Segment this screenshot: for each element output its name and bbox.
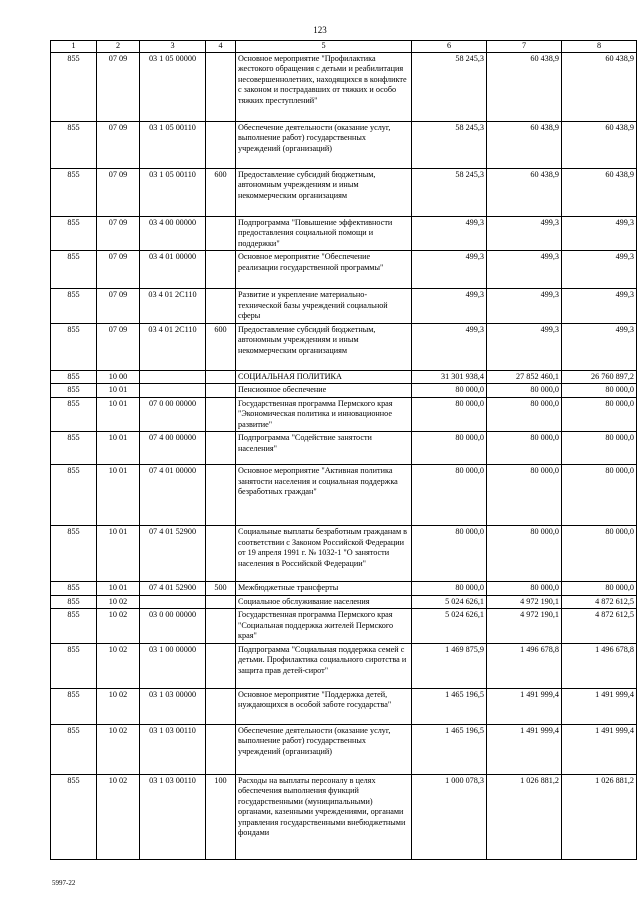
cell-expense-type <box>206 121 236 168</box>
cell-admin-code: 855 <box>51 251 97 289</box>
cell-section-code: 10 02 <box>97 595 140 609</box>
cell-expense-type <box>206 216 236 251</box>
table-row <box>51 688 637 724</box>
table-body <box>51 41 637 860</box>
cell-amount-2: 1 491 999,4 <box>487 724 562 774</box>
table-row <box>51 251 637 289</box>
cell-amount-3: 499,3 <box>562 323 637 370</box>
cell-amount-3: 60 438,9 <box>562 52 637 121</box>
table-row <box>51 216 637 251</box>
column-number: 8 <box>562 41 637 53</box>
cell-admin-code: 855 <box>51 688 97 724</box>
cell-amount-2: 1 491 999,4 <box>487 688 562 724</box>
cell-amount-2: 60 438,9 <box>487 121 562 168</box>
cell-admin-code: 855 <box>51 168 97 216</box>
cell-amount-3: 60 438,9 <box>562 168 637 216</box>
cell-amount-3: 1 491 999,4 <box>562 688 637 724</box>
cell-target-code: 03 1 03 00110 <box>140 774 206 859</box>
cell-amount-1: 499,3 <box>412 323 487 370</box>
cell-expense-type <box>206 724 236 774</box>
cell-amount-1: 58 245,3 <box>412 121 487 168</box>
cell-target-code: 03 1 03 00000 <box>140 688 206 724</box>
cell-amount-3: 499,3 <box>562 251 637 289</box>
cell-target-code <box>140 595 206 609</box>
cell-expense-type: 600 <box>206 168 236 216</box>
cell-expense-type: 100 <box>206 774 236 859</box>
cell-section-code: 07 09 <box>97 289 140 324</box>
cell-expense-type <box>206 251 236 289</box>
cell-section-code: 10 01 <box>97 397 140 432</box>
cell-expense-type <box>206 526 236 582</box>
budget-table <box>50 40 637 860</box>
cell-name: Предоставление субсидий бюджетным, автономным учреждениям и иным некоммерческим организациям <box>236 168 412 216</box>
table-row <box>51 724 637 774</box>
table-row <box>51 52 637 121</box>
cell-amount-3: 80 000,0 <box>562 397 637 432</box>
cell-admin-code: 855 <box>51 609 97 644</box>
cell-section-code: 10 01 <box>97 432 140 465</box>
cell-expense-type <box>206 432 236 465</box>
cell-section-code: 07 09 <box>97 121 140 168</box>
cell-amount-1: 31 301 938,4 <box>412 370 487 384</box>
cell-admin-code: 855 <box>51 465 97 526</box>
cell-amount-2: 499,3 <box>487 323 562 370</box>
column-number-row <box>51 41 637 53</box>
cell-admin-code: 855 <box>51 774 97 859</box>
cell-name: Подпрограмма "Повышение эффективности предоставления социальной помощи и поддержки" <box>236 216 412 251</box>
cell-amount-1: 80 000,0 <box>412 582 487 596</box>
cell-amount-1: 499,3 <box>412 289 487 324</box>
cell-name: Основное мероприятие "Профилактика жестокого обращения с детьми и реабилитация несовершеннолетних, находящихся в конфликте с законом и пострадавших от тяжких и особо тяжких преступлений" <box>236 52 412 121</box>
cell-amount-2: 80 000,0 <box>487 582 562 596</box>
cell-amount-1: 80 000,0 <box>412 397 487 432</box>
cell-section-code: 10 01 <box>97 582 140 596</box>
table-row <box>51 432 637 465</box>
cell-name: Подпрограмма "Социальная поддержка семей с детьми. Профилактика социального сиротства и защита прав детей-сирот" <box>236 643 412 688</box>
column-number: 5 <box>236 41 412 53</box>
cell-name: Социальное обслуживание населения <box>236 595 412 609</box>
cell-amount-3: 80 000,0 <box>562 526 637 582</box>
cell-expense-type <box>206 609 236 644</box>
cell-amount-1: 5 024 626,1 <box>412 595 487 609</box>
cell-section-code: 10 02 <box>97 643 140 688</box>
cell-admin-code: 855 <box>51 724 97 774</box>
cell-name: Государственная программа Пермского края "Социальная поддержка жителей Пермского края" <box>236 609 412 644</box>
cell-amount-2: 80 000,0 <box>487 397 562 432</box>
cell-expense-type <box>206 397 236 432</box>
cell-name: Социальные выплаты безработным гражданам в соответствии с Законом Российской Федерации от 19 апреля 1991 г. № 1032-1 "О занятости населения в Российской Федерации" <box>236 526 412 582</box>
cell-amount-3: 1 496 678,8 <box>562 643 637 688</box>
cell-admin-code: 855 <box>51 216 97 251</box>
table-row <box>51 121 637 168</box>
cell-amount-1: 80 000,0 <box>412 432 487 465</box>
cell-amount-3: 60 438,9 <box>562 121 637 168</box>
cell-target-code: 03 1 05 00110 <box>140 121 206 168</box>
cell-target-code <box>140 384 206 398</box>
cell-target-code: 07 4 01 52900 <box>140 526 206 582</box>
cell-amount-1: 80 000,0 <box>412 384 487 398</box>
cell-amount-2: 499,3 <box>487 216 562 251</box>
cell-amount-2: 4 972 190,1 <box>487 595 562 609</box>
cell-admin-code: 855 <box>51 289 97 324</box>
cell-section-code: 07 09 <box>97 168 140 216</box>
cell-admin-code: 855 <box>51 526 97 582</box>
table-row <box>51 289 637 324</box>
column-number: 3 <box>140 41 206 53</box>
cell-expense-type <box>206 52 236 121</box>
cell-amount-1: 499,3 <box>412 251 487 289</box>
cell-expense-type <box>206 289 236 324</box>
cell-name: Предоставление субсидий бюджетным, автономным учреждениям и иным некоммерческим организациям <box>236 323 412 370</box>
cell-amount-1: 80 000,0 <box>412 526 487 582</box>
cell-expense-type <box>206 643 236 688</box>
table-row <box>51 384 637 398</box>
cell-admin-code: 855 <box>51 432 97 465</box>
cell-amount-3: 80 000,0 <box>562 582 637 596</box>
column-number: 7 <box>487 41 562 53</box>
cell-amount-2: 1 496 678,8 <box>487 643 562 688</box>
cell-expense-type <box>206 465 236 526</box>
cell-amount-1: 1 469 875,9 <box>412 643 487 688</box>
cell-admin-code: 855 <box>51 121 97 168</box>
cell-target-code: 03 1 05 00110 <box>140 168 206 216</box>
cell-admin-code: 855 <box>51 595 97 609</box>
cell-expense-type <box>206 384 236 398</box>
table-row <box>51 609 637 644</box>
table-row <box>51 526 637 582</box>
cell-section-code: 07 09 <box>97 216 140 251</box>
cell-expense-type <box>206 688 236 724</box>
cell-expense-type: 500 <box>206 582 236 596</box>
cell-target-code: 07 4 00 00000 <box>140 432 206 465</box>
cell-amount-1: 5 024 626,1 <box>412 609 487 644</box>
cell-admin-code: 855 <box>51 397 97 432</box>
cell-amount-2: 60 438,9 <box>487 168 562 216</box>
table-row <box>51 168 637 216</box>
cell-amount-2: 80 000,0 <box>487 465 562 526</box>
cell-section-code: 10 02 <box>97 688 140 724</box>
table-row <box>51 643 637 688</box>
cell-section-code: 07 09 <box>97 52 140 121</box>
cell-amount-3: 80 000,0 <box>562 432 637 465</box>
cell-name: Основное мероприятие "Обеспечение реализации государственной программы" <box>236 251 412 289</box>
cell-admin-code: 855 <box>51 370 97 384</box>
table-row <box>51 582 637 596</box>
cell-amount-3: 26 760 897,2 <box>562 370 637 384</box>
cell-admin-code: 855 <box>51 323 97 370</box>
cell-target-code: 03 1 05 00000 <box>140 52 206 121</box>
cell-target-code: 03 4 01 2C110 <box>140 289 206 324</box>
cell-amount-2: 27 852 460,1 <box>487 370 562 384</box>
cell-target-code: 03 4 00 00000 <box>140 216 206 251</box>
cell-target-code: 07 4 01 52900 <box>140 582 206 596</box>
table-row <box>51 465 637 526</box>
cell-section-code: 10 00 <box>97 370 140 384</box>
footer-code: 5997-22 <box>52 879 76 887</box>
cell-amount-2: 80 000,0 <box>487 526 562 582</box>
cell-amount-1: 1 465 196,5 <box>412 688 487 724</box>
cell-amount-3: 4 872 612,5 <box>562 595 637 609</box>
cell-name: Развитие и укрепление материально-технической базы учреждений социальной сферы <box>236 289 412 324</box>
cell-section-code: 07 09 <box>97 323 140 370</box>
cell-amount-1: 80 000,0 <box>412 465 487 526</box>
cell-admin-code: 855 <box>51 582 97 596</box>
cell-name: Расходы на выплаты персоналу в целях обеспечения выполнения функций государственными (муниципальными) органами, казенными учреждениями, органами управления государственными внебюджетными фондами <box>236 774 412 859</box>
cell-amount-2: 499,3 <box>487 289 562 324</box>
table-row <box>51 774 637 859</box>
cell-section-code: 10 01 <box>97 465 140 526</box>
cell-amount-3: 499,3 <box>562 216 637 251</box>
cell-expense-type <box>206 595 236 609</box>
cell-amount-1: 1 465 196,5 <box>412 724 487 774</box>
cell-target-code: 03 4 01 00000 <box>140 251 206 289</box>
cell-amount-1: 499,3 <box>412 216 487 251</box>
column-number: 1 <box>51 41 97 53</box>
cell-amount-3: 80 000,0 <box>562 384 637 398</box>
cell-name: Государственная программа Пермского края "Экономическая политика и инновационное развитие" <box>236 397 412 432</box>
cell-amount-2: 80 000,0 <box>487 432 562 465</box>
cell-name: Межбюджетные трансферты <box>236 582 412 596</box>
cell-amount-2: 499,3 <box>487 251 562 289</box>
table-row <box>51 397 637 432</box>
cell-name: Подпрограмма "Содействие занятости населения" <box>236 432 412 465</box>
cell-section-code: 10 02 <box>97 774 140 859</box>
cell-section-code: 10 02 <box>97 609 140 644</box>
page-number: 123 <box>313 25 327 35</box>
cell-amount-3: 1 491 999,4 <box>562 724 637 774</box>
cell-amount-3: 1 026 881,2 <box>562 774 637 859</box>
cell-section-code: 10 02 <box>97 724 140 774</box>
cell-amount-2: 4 972 190,1 <box>487 609 562 644</box>
cell-section-code: 10 01 <box>97 526 140 582</box>
cell-amount-1: 58 245,3 <box>412 52 487 121</box>
cell-target-code: 07 4 01 00000 <box>140 465 206 526</box>
cell-target-code <box>140 370 206 384</box>
cell-admin-code: 855 <box>51 643 97 688</box>
cell-admin-code: 855 <box>51 384 97 398</box>
table-row <box>51 323 637 370</box>
column-number: 4 <box>206 41 236 53</box>
cell-target-code: 03 1 03 00110 <box>140 724 206 774</box>
cell-amount-2: 60 438,9 <box>487 52 562 121</box>
cell-amount-3: 4 872 612,5 <box>562 609 637 644</box>
cell-expense-type: 600 <box>206 323 236 370</box>
cell-amount-3: 80 000,0 <box>562 465 637 526</box>
cell-section-code: 07 09 <box>97 251 140 289</box>
cell-target-code: 03 1 00 00000 <box>140 643 206 688</box>
table-row <box>51 595 637 609</box>
cell-name: СОЦИАЛЬНАЯ ПОЛИТИКА <box>236 370 412 384</box>
column-number: 2 <box>97 41 140 53</box>
cell-amount-2: 1 026 881,2 <box>487 774 562 859</box>
cell-name: Основное мероприятие "Поддержка детей, нуждающихся в особой заботе государства" <box>236 688 412 724</box>
cell-admin-code: 855 <box>51 52 97 121</box>
cell-amount-1: 58 245,3 <box>412 168 487 216</box>
cell-section-code: 10 01 <box>97 384 140 398</box>
cell-name: Пенсионное обеспечение <box>236 384 412 398</box>
cell-name: Обеспечение деятельности (оказание услуг, выполнение работ) государственных учреждений (организаций) <box>236 724 412 774</box>
cell-target-code: 03 4 01 2C110 <box>140 323 206 370</box>
cell-target-code: 07 0 00 00000 <box>140 397 206 432</box>
table-row <box>51 370 637 384</box>
cell-amount-3: 499,3 <box>562 289 637 324</box>
cell-amount-1: 1 000 078,3 <box>412 774 487 859</box>
cell-expense-type <box>206 370 236 384</box>
column-number: 6 <box>412 41 487 53</box>
cell-name: Основное мероприятие "Активная политика занятости населения и социальная поддержка безработных граждан" <box>236 465 412 526</box>
cell-amount-2: 80 000,0 <box>487 384 562 398</box>
cell-target-code: 03 0 00 00000 <box>140 609 206 644</box>
cell-name: Обеспечение деятельности (оказание услуг, выполнение работ) государственных учреждений (организаций) <box>236 121 412 168</box>
